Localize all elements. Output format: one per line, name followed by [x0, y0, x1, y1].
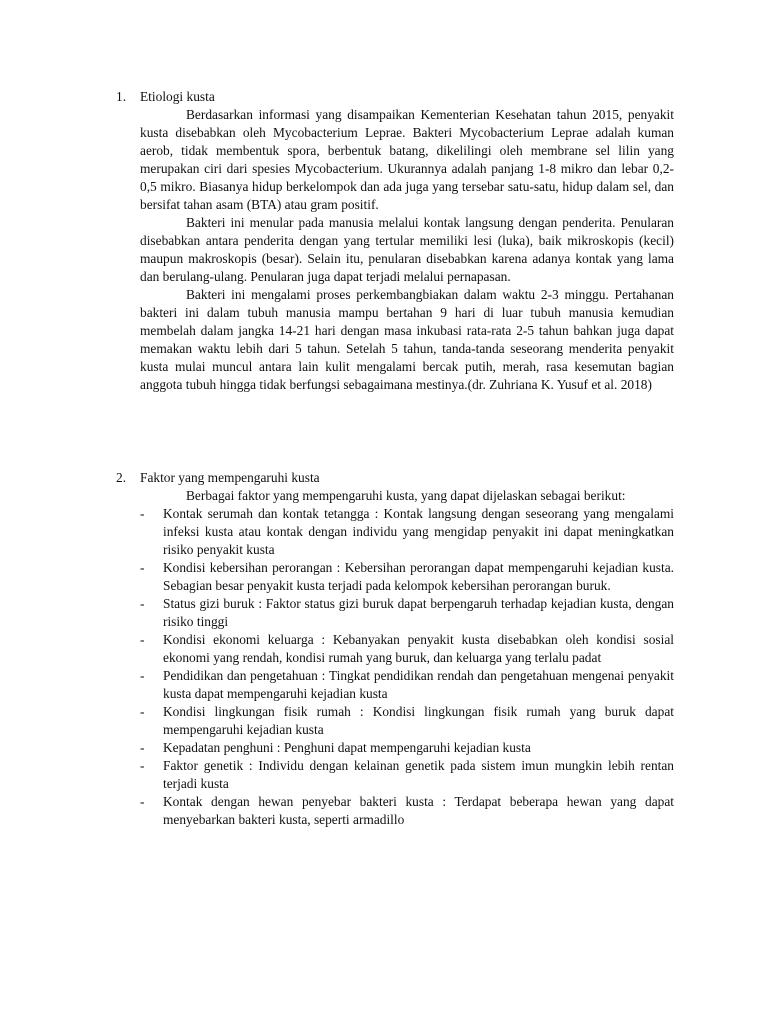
section-heading: Faktor yang mempengaruhi kusta — [140, 470, 320, 485]
bullet-dash: - — [140, 632, 145, 647]
section-number: 2. — [116, 470, 127, 485]
list-item-text: Kontak serumah dan kontak tetangga : Kontak langsung dengan seseorang yang mengalami infeksi kusta atau kontak dengan individu yang mengidap penyakit ini dapat meningkatkan risiko penyakit kusta — [163, 506, 674, 557]
list-item — [140, 631, 674, 667]
list-item — [140, 739, 674, 757]
list-item — [140, 667, 674, 703]
bullet-dash: - — [140, 758, 145, 773]
section-heading: Etiologi kusta — [140, 89, 215, 104]
list-item-text: Pendidikan dan pengetahuan : Tingkat pendidikan rendah dan pengetahuan mengenai penyakit kusta dapat mempengaruhi kejadian kusta — [163, 668, 674, 701]
list-item — [140, 595, 674, 631]
list-item — [140, 505, 674, 559]
bullet-dash: - — [140, 668, 145, 683]
list-item-text: Faktor genetik : Individu dengan kelainan genetik pada sistem imun mungkin lebih rentan terjadi kusta — [163, 758, 674, 791]
list-item — [140, 757, 674, 793]
bullet-dash: - — [140, 704, 145, 719]
paragraph: Bakteri ini menular pada manusia melalui kontak langsung dengan penderita. Penularan disebabkan antara penderita dengan yang tertular memiliki lesi (luka), baik mikroskopis (kecil) maupun makroskopis (besar). Selain itu, penularan disebabkan karena adanya kontak yang lama dan berulang-ulang. Penularan juga dapat terjadi melalui pernapasan. — [140, 215, 674, 284]
paragraph: Berdasarkan informasi yang disampaikan Kementerian Kesehatan tahun 2015, penyakit kusta disebabkan oleh Mycobacterium Leprae. Bakteri Mycobacterium Leprae adalah kuman aerob, tidak membentuk spora, berbentuk batang, dikelilingi oleh membrane sel lilin yang merupakan ciri dari spesies Mycobacterium. Ukurannya adalah panjang 1-8 mikro dan lebar 0,2-0,5 mikro. Biasanya hidup berkelompok dan ada juga yang tersebar satu-satu, hidup dalam sel, dan bersifat tahan asam (BTA) atau gram positif. — [140, 107, 674, 212]
bullet-dash: - — [140, 506, 145, 521]
intro-paragraph: Berbagai faktor yang mempengaruhi kusta, yang dapat dijelaskan sebagai berikut: — [186, 488, 626, 503]
section-body — [140, 487, 674, 829]
paragraph: Bakteri ini mengalami proses perkembangbiakan dalam waktu 2-3 minggu. Pertahanan bakteri ini dalam tubuh manusia mampu bertahan 9 hari di luar tubuh manusia kemudian membelah dalam jangka 14-21 hari dengan masa inkubasi rata-rata 2-5 tahun bahkan juga dapat memakan waktu lebih dari 5 tahun. Setelah 5 tahun, tanda-tanda seseorang menderita penyakit kusta mulai muncul antara lain kulit mengalami bercak putih, merah, rasa kesemutan bagian anggota tubuh hingga tidak berfungsi sebagaimana mestinya.(dr. Zuhriana K. Yusuf et al. 2018) — [140, 287, 674, 392]
section-body — [140, 106, 674, 394]
list-item-text: Kondisi lingkungan fisik rumah : Kondisi lingkungan fisik rumah yang buruk dapat mempengaruhi kejadian kusta — [163, 704, 674, 737]
list-item-text: Kepadatan penghuni : Penghuni dapat mempengaruhi kejadian kusta — [163, 740, 531, 755]
list-item — [140, 793, 674, 829]
list-item-text: Kondisi ekonomi keluarga : Kebanyakan penyakit kusta disebabkan oleh kondisi sosial ekonomi yang rendah, kondisi rumah yang buruk, dan keluarga yang terlalu padat — [163, 632, 674, 665]
bullet-dash: - — [140, 794, 145, 809]
list-item-text: Kontak dengan hewan penyebar bakteri kusta : Terdapat beberapa hewan yang dapat menyebarkan bakteri kusta, seperti armadillo — [163, 794, 674, 827]
list-item-text: Status gizi buruk : Faktor status gizi buruk dapat berpengaruh terhadap kejadian kusta, dengan risiko tinggi — [163, 596, 674, 629]
factor-list — [140, 505, 674, 829]
list-item-text: Kondisi kebersihan perorangan : Kebersihan perorangan dapat mempengaruhi kejadian kusta. Sebagian besar penyakit kusta terjadi pada kelompok kebersihan perorangan buruk. — [163, 560, 674, 593]
bullet-dash: - — [140, 560, 145, 575]
bullet-dash: - — [140, 596, 145, 611]
list-item — [140, 559, 674, 595]
section-number: 1. — [116, 89, 127, 104]
list-item — [140, 703, 674, 739]
bullet-dash: - — [140, 740, 145, 755]
